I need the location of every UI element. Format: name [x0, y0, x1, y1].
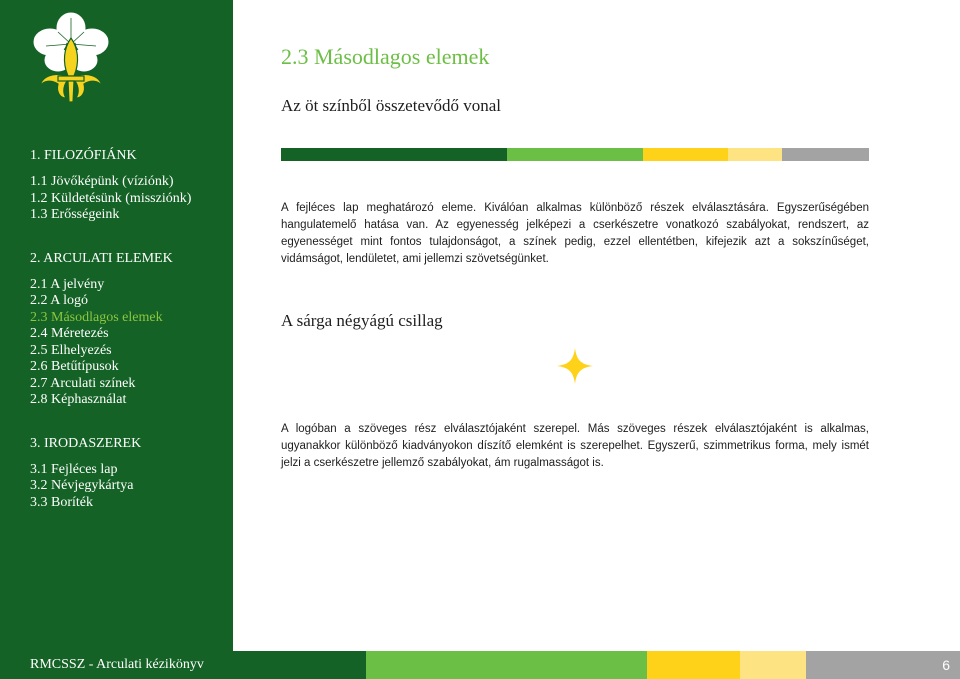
stripe-light-green: [507, 148, 643, 161]
stripe-pale-yellow: [728, 148, 782, 161]
toc-item-3-3[interactable]: 3.3 Boríték: [30, 494, 93, 510]
star-section-heading: A sárga négyágú csillag: [281, 311, 443, 330]
stripe-section-text: A fejléces lap meghatározó eleme. Kiválóan alkalmas különböző részek elválasztására. Egyszerűségében hangulatemelő hatása van. Az egyenesség jelképezi a cserkészetre vonatkozó szabályokat, rendszert, az egyenességet mint fontos tulajdonságot, a színek pedig, ezzel ellentétben, kifejezik azt a sokszínűséget, vidámságot, lendületet, ami jellemzi szövetségünket.: [281, 202, 869, 265]
table-of-contents: [30, 147, 230, 511]
footer-bar-light-green: [366, 651, 647, 679]
scout-lily-emblem-icon: [28, 10, 114, 110]
toc-section-2-title[interactable]: 2. ARCULATI ELEMEK: [30, 250, 173, 266]
toc-item-3-1[interactable]: 3.1 Fejléces lap: [30, 461, 118, 477]
stripe-dark-green: [281, 148, 507, 161]
toc-item-2-3-active[interactable]: 2.3 Másodlagos elemek: [30, 309, 163, 325]
toc-section-1-title[interactable]: 1. FILOZÓFIÁNK: [30, 148, 137, 163]
toc-item-2-7[interactable]: 2.7 Arculati színek: [30, 375, 136, 391]
star-section-text: A logóban a szöveges rész elválasztójaként szerepel. Más szöveges részek elválasztójaként is alkalmas, ugyanakkor különböző kiadványokon díszítő elemként is szerepelhet. Egyszerű, szimmetrikus forma, mely ismét jelzi a cserkészetre jellemző szabályokat, ám rugalmasságot is.: [281, 423, 869, 469]
toc-item-2-2[interactable]: 2.2 A logó: [30, 293, 88, 308]
sidebar: [0, 0, 233, 679]
footer-title: RMCSSZ - Arculati kézikönyv: [30, 657, 204, 672]
footer-bar-yellow: [647, 651, 740, 679]
toc-item-3-2[interactable]: 3.2 Névjegykártya: [30, 478, 134, 493]
footer-bar-pale-yellow: [740, 651, 806, 679]
stripe-yellow: [643, 148, 728, 161]
stripe-gray: [782, 148, 869, 161]
toc-item-2-4[interactable]: 2.4 Méretezés: [30, 326, 109, 341]
toc-section-3-title[interactable]: 3. IRODASZEREK: [30, 435, 142, 451]
toc-item-1-3[interactable]: 1.3 Erősségeink: [30, 207, 120, 222]
stripe-section-heading: Az öt színből összetevődő vonal: [281, 96, 502, 115]
page-number: 6: [942, 657, 950, 673]
toc-item-1-2[interactable]: 1.2 Küldetésünk (missziónk): [30, 190, 192, 206]
toc-item-2-6[interactable]: 2.6 Betűtípusok: [30, 359, 119, 374]
toc-item-2-5[interactable]: 2.5 Elhelyezés: [30, 342, 112, 358]
toc-item-1-1[interactable]: 1.1 Jövőképünk (víziónk): [30, 174, 174, 189]
five-color-stripe: [281, 148, 869, 161]
toc-item-2-8[interactable]: 2.8 Képhasználat: [30, 392, 127, 407]
toc-item-2-1[interactable]: 2.1 A jelvény: [30, 276, 105, 292]
page-title: 2.3 Másodlagos elemek: [281, 44, 490, 69]
four-point-star-icon: [557, 348, 593, 384]
